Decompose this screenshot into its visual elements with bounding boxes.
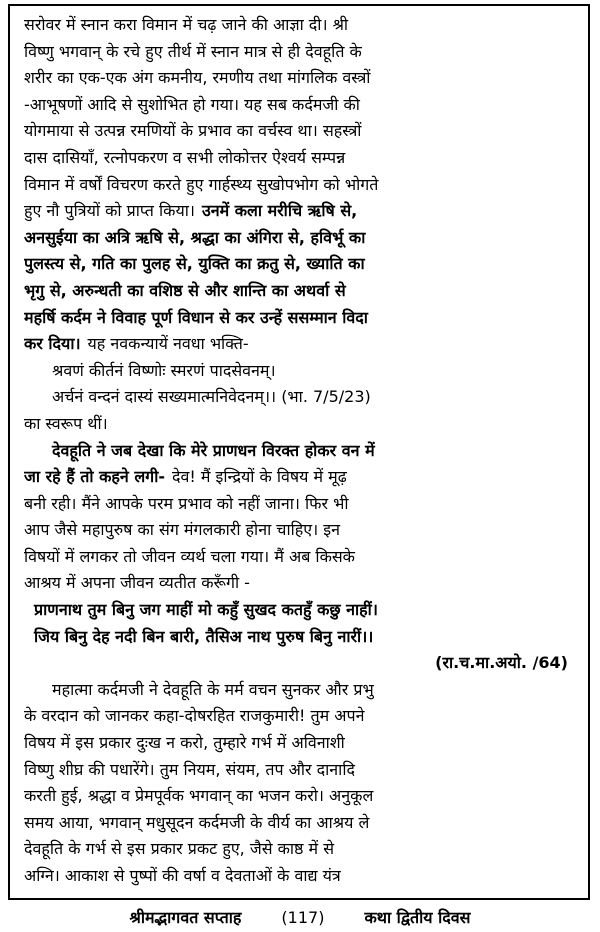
text-line bbox=[24, 464, 574, 491]
verse-text: प्राणनाथ तुम बिनु जग माहीं मो कहुँ सुखद कतहुँ कछु नाहीं। bbox=[34, 600, 378, 620]
text-span: विष्णु भगवान् के रचे हुए तीर्थ में स्नान मात्र से ही देवहूति के bbox=[24, 41, 362, 61]
bold-text-span: उनमें कला मरीचि ऋषि से, bbox=[201, 201, 358, 221]
text-span: शरीर का एक-एक अंग कमनीय, रमणीय तथा मांगलिक वस्त्रों bbox=[24, 68, 371, 88]
text-span: महर्षि कर्दम ने विवाह पूर्ण विधान से कर उन्हें ससम्मान विदा bbox=[24, 307, 368, 327]
text-line bbox=[24, 411, 574, 438]
bold-text-span: कर दिया। bbox=[24, 334, 81, 354]
bold-text-line bbox=[24, 305, 574, 332]
text-span: विमान में वर्षों विचरण करते हुए गार्हस्थ्य सुखोपभोग को भोगते bbox=[24, 174, 379, 194]
verse-text: श्रवणं कीर्तनं विष्णोः स्मरणं पादसेवनम्। bbox=[52, 360, 276, 380]
text-line bbox=[24, 172, 574, 199]
text-span: अनसुईया का अत्रि ऋषि से, श्रद्धा का अंगिरा से, हविर्भू का bbox=[24, 227, 366, 247]
verse-text: जिय बिनु देह नदी बिन बारी, तैसिअ नाथ पुरुष बिनु नारीं।। bbox=[34, 626, 374, 646]
text-span: आश्रय में अपना जीवन व्यतीत करूँगी - bbox=[24, 573, 250, 593]
text-line bbox=[24, 331, 574, 358]
verse-line bbox=[24, 384, 574, 411]
page-number: (117) bbox=[281, 907, 325, 927]
text-line bbox=[24, 703, 574, 730]
text-line bbox=[24, 544, 574, 571]
text-span: बनी रही। मैंने आपके परम प्रभाव को नहीं जाना। फिर भी bbox=[24, 493, 349, 513]
text-line bbox=[24, 836, 574, 863]
text-span: विषय में इस प्रकार दुःख न करो, तुम्हारे गर्भ में अविनाशी bbox=[24, 733, 345, 753]
text-line bbox=[24, 730, 574, 757]
text-span: -आभूषणों आदि से सुशोभित हो गया। यह सब कर्दमजी की bbox=[24, 94, 360, 114]
text-span: भृगु से, अरुन्धती का वशिष्ठ से और शान्ति का अथर्वा से bbox=[24, 280, 346, 300]
page-border-frame bbox=[8, 4, 590, 900]
text-line bbox=[24, 517, 574, 544]
text-line bbox=[24, 92, 574, 119]
text-line bbox=[24, 491, 574, 518]
text-line bbox=[24, 810, 574, 837]
text-span: समय आया, भगवान् मधुसूदन कर्दमजी के वीर्य का आश्रय ले bbox=[24, 812, 370, 832]
text-line bbox=[24, 198, 574, 225]
text-line bbox=[24, 677, 574, 704]
chaupai-line bbox=[24, 624, 574, 651]
bold-text-line bbox=[24, 225, 574, 252]
text-span: दास दासियाँ, रत्नोपकरण व सभी लोकोत्तर ऐश्वर्य सम्पन्न bbox=[24, 147, 346, 167]
text-span: विष्णु शीघ्र की पधारेंगे। तुम नियम, संयम, तप और दानादि bbox=[24, 759, 355, 779]
bold-text-line bbox=[24, 251, 574, 278]
text-span: योगमाया से उत्पन्न रमणियों के प्रभाव का वर्चस्व था। सहस्त्रों bbox=[24, 121, 362, 141]
footer-chapter: कथा द्वितीय दिवस bbox=[364, 908, 471, 927]
text-line bbox=[24, 757, 574, 784]
bold-text-line bbox=[24, 278, 574, 305]
text-span: सरोवर में स्नान करा विमान में चढ़ जाने की आज्ञा दी। श्री bbox=[24, 15, 349, 34]
text-line bbox=[24, 118, 574, 145]
text-span: आप जैसे महापुरुष का संग मंगलकारी होना चाहिए। इन bbox=[24, 520, 340, 540]
text-span: महात्मा कर्दमजी ने देवहूति के मर्म वचन सुनकर और प्रभु bbox=[52, 679, 374, 699]
reference-text: (रा.च.मा.अयो. /64) bbox=[435, 653, 568, 673]
text-line bbox=[24, 65, 574, 92]
text-span: विषयों में लगकर तो जीवन व्यर्थ चला गया। मैं अब किसके bbox=[24, 546, 355, 566]
bold-text-line bbox=[24, 438, 574, 465]
text-line bbox=[24, 783, 574, 810]
text-span: हुए नौ पुत्रियों को प्राप्त किया। bbox=[24, 201, 195, 221]
text-span: यह नवकन्यायें नवधा भक्ति- bbox=[87, 334, 249, 354]
text-line bbox=[24, 39, 574, 66]
bold-text-span: जा रहे हैं तो कहने लगी- bbox=[24, 467, 165, 487]
verse-reference bbox=[24, 650, 574, 677]
text-line bbox=[24, 863, 574, 890]
page-footer bbox=[0, 904, 600, 930]
text-line bbox=[24, 12, 574, 39]
text-span: अग्नि। आकाश से पुष्पों की वर्षा व देवताओं के वाद्य यंत्र bbox=[24, 866, 341, 885]
text-span: देवहूति ने जब देखा कि मेरे प्राणधन विरक्त होकर वन में bbox=[52, 440, 375, 460]
text-span: पुलस्त्य से, गति का पुलह से, युक्ति का क्रतु से, ख्याति का bbox=[24, 254, 365, 274]
chaupai-line bbox=[24, 597, 574, 624]
text-span: का स्वरूप थीं। bbox=[24, 413, 108, 433]
text-span: के वरदान को जानकर कहा-दोषरहित राजकुमारी! तुम अपने bbox=[24, 706, 365, 726]
text-span: देवहूति के गर्भ से इस प्रकार प्रकट हुए, जैसे काष्ठ में से bbox=[24, 839, 335, 859]
verse-text: अर्चनं वन्दनं दास्यं सख्यमात्मनिवेदनम्।। (भा. 7/5/23) bbox=[52, 387, 371, 407]
text-span: करती हुई, श्रद्धा व प्रेमपूर्वक भगवान् का भजन करो। अनुकूल bbox=[24, 786, 374, 806]
text-line bbox=[24, 570, 574, 597]
text-line bbox=[24, 145, 574, 172]
footer-book-title: श्रीमद्भागवत सप्ताह bbox=[129, 908, 242, 927]
text-span: देव! मैं इन्द्रियों के विषय में मूढ़ bbox=[171, 467, 347, 487]
verse-line bbox=[24, 358, 574, 385]
